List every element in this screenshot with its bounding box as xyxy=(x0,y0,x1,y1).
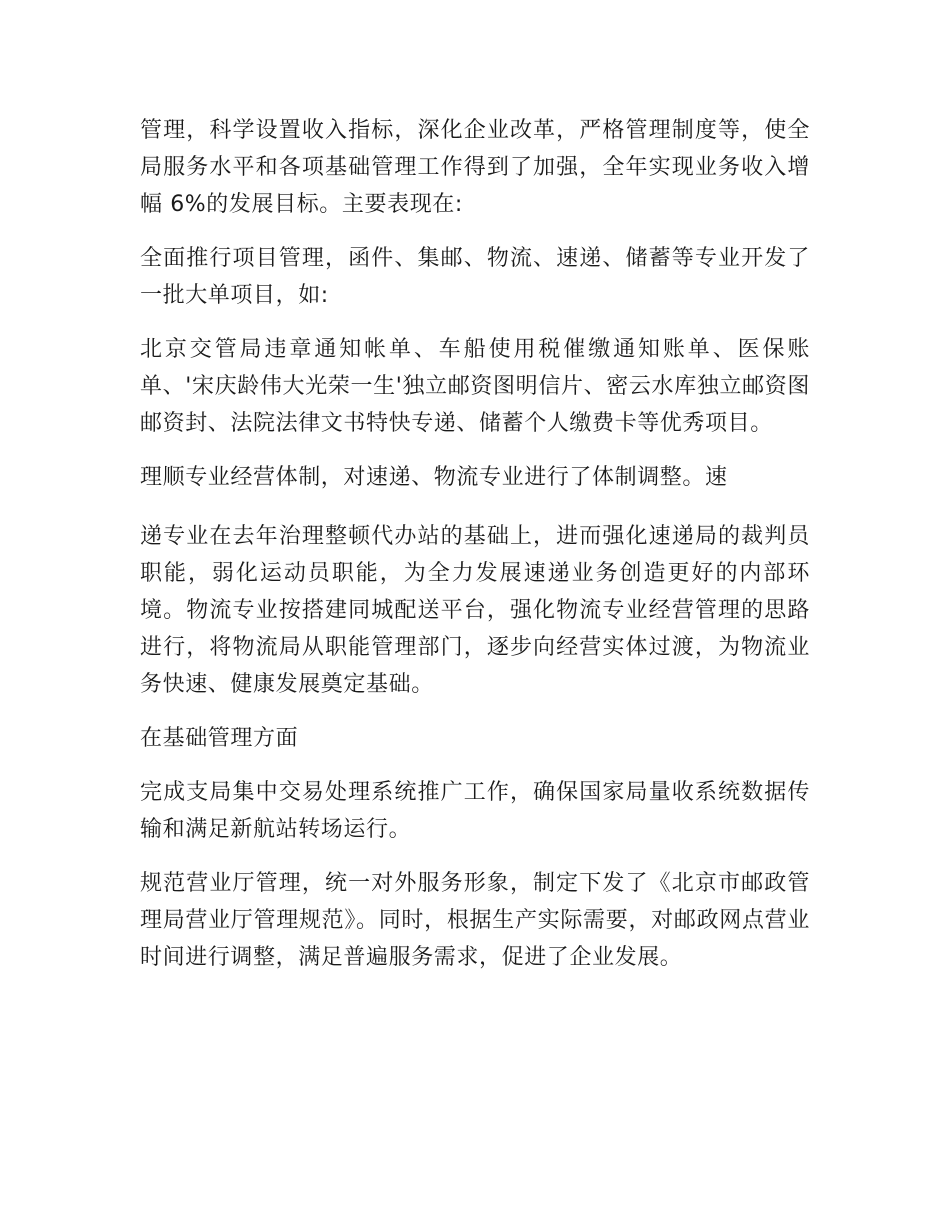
paragraph-2: 全面推行项目管理，函件、集邮、物流、速递、储蓄等专业开发了一批大单项目，如: xyxy=(140,246,810,308)
document-body xyxy=(140,112,810,993)
paragraph-5: 递专业在去年治理整顿代办站的基础上，进而强化速递局的裁判员职能，弱化运动员职能，为全力发展速递业务创造更好的内部环境。物流专业按搭建同城配送平台，强化物流专业经营管理的思路进行，将物流局从职能管理部门，逐步向经营实体过渡，为物流业务快速、健康发展奠定基础。 xyxy=(140,524,810,697)
paragraph-6: 在基础管理方面 xyxy=(140,726,299,751)
paragraph-3: 北京交管局违章通知帐单、车船使用税催缴通知账单、医保账单、'宋庆龄伟大光荣一生'独立邮资图明信片、密云水库独立邮资图邮资封、法院法律文书特快专递、储蓄个人缴费卡等优秀项目。 xyxy=(140,337,810,436)
paragraph-4: 理顺专业经营体制，对速递、物流专业进行了体制调整。速 xyxy=(140,465,728,490)
paragraph-8: 规范营业厅管理，统一对外服务形象，制定下发了《北京市邮政管理局营业厅管理规范》。同时，根据生产实际需要，对邮政网点营业时间进行调整，满足普遍服务需求，促进了企业发展。 xyxy=(140,871,810,970)
paragraph-1: 管理，科学设置收入指标，深化企业改革，严格管理制度等，使全局服务水平和各项基础管理工作得到了加强，全年实现业务收入增幅 6%的发展目标。主要表现在: xyxy=(140,118,810,217)
paragraph-7: 完成支局集中交易处理系统推广工作，确保国家局量收系统数据传输和满足新航站转场运行。 xyxy=(140,780,810,842)
